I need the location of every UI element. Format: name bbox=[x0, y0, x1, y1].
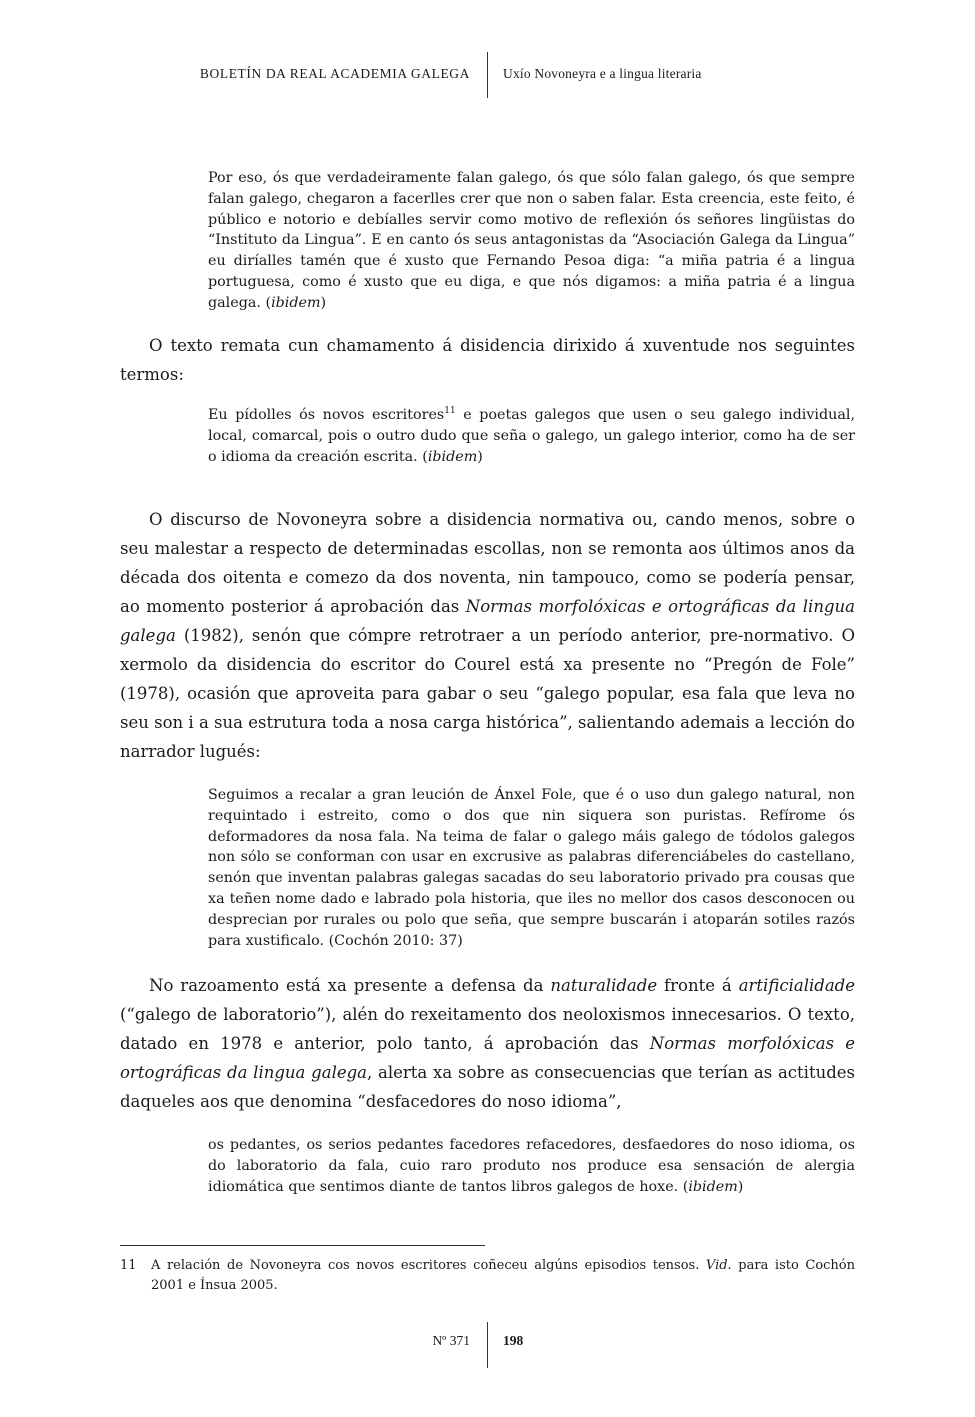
footnote-text-a: A relación de Novoneyra cos novos escritores coñeceu algúns episodios tensos. bbox=[151, 1258, 706, 1273]
header-divider bbox=[487, 52, 488, 98]
paragraph-2-text-a: O discurso de Novoneyra sobre a disidencia normativa ou, cando menos, sobre o seu malestar a respecto de determinadas escollas, non se remonta aos últimos anos da década dos oitenta e comezo da dos noventa, nin tampouco, como se podería pensar, ao momento posterior á aprobación das bbox=[120, 510, 855, 616]
block-quote-1 bbox=[208, 168, 855, 314]
footnote-divider bbox=[120, 1245, 485, 1246]
footnote-ref-11[interactable]: 11 bbox=[444, 406, 456, 417]
issue-number: Nº 371 bbox=[432, 1333, 470, 1348]
block-quote-4 bbox=[208, 1135, 855, 1197]
footnote-vid: Vid. bbox=[705, 1258, 732, 1273]
article-title: Uxío Novoneyra e a lingua literaria bbox=[503, 66, 702, 81]
footnote-text-b: para isto Cochón 2001 e Ínsua 2005. bbox=[151, 1258, 855, 1293]
quote-4-text: os pedantes, os serios pedantes facedores refacedores, desfaedores do noso idioma, os do laboratorio da fala, cuio raro produto nos produce esa sensación de alergia idiomática que sentimos diante de tantos libros galegos de hoxe. ( bbox=[208, 1137, 855, 1195]
paragraph-3-title: Normas morfolóxicas e ortográficas da lingua galega bbox=[120, 1034, 855, 1082]
paragraph-2 bbox=[120, 505, 855, 766]
quote-4-close: ) bbox=[737, 1178, 744, 1195]
footnote-number: 11 bbox=[120, 1258, 137, 1273]
paragraph-3-text-c: (“galego de laboratorio”), alén do rexeitamento dos neoloxismos innecesarios. O texto, datado en 1978 e anterior, polo tanto, á aprobación das bbox=[120, 1005, 855, 1053]
paragraph-3-text-b: fronte á bbox=[657, 976, 739, 995]
paragraph-1 bbox=[120, 331, 855, 389]
quote-4-ref: ibidem bbox=[688, 1178, 738, 1195]
block-quote-2 bbox=[208, 405, 855, 467]
quote-2-ref: ibidem bbox=[427, 448, 478, 465]
quote-3-text: Seguimos a recalar a gran leución de Ánxel Fole, que é o uso dun galego natural, non requintado i estreito, como o dos que nin siquera son puristas. Refírome ós deformadores da nosa fala. Na teima de falar o galego máis galego de tódolos galegos non sólo se conforman con usar en excrusive as palabras diferenciábeles do castellano, senón que inventan palabras galegas sacadas do seu laboratorio privado pra cousas que xa teñen nome dado e labrado pola historia, que iles no mellor dos casos desconocen ou desprecian por rurales ou polo que seña, que sempre buscarán i atoparán sotiles razós para xustificalo. (Cochón 2010: 37) bbox=[208, 787, 855, 949]
paragraph-3-term-1: naturalidade bbox=[550, 976, 658, 995]
paragraph-3 bbox=[120, 971, 855, 1116]
page-number: 198 bbox=[503, 1333, 524, 1348]
journal-title: BOLETÍN DA REAL ACADEMIA GALEGA bbox=[199, 66, 470, 81]
quote-1-ref: ibidem bbox=[271, 294, 321, 311]
block-quote-3 bbox=[208, 785, 855, 951]
footer-divider bbox=[487, 1322, 488, 1368]
paragraph-1-text: O texto remata cun chamamento á disidencia dirixido á xuventude nos seguintes termos: bbox=[120, 336, 855, 384]
quote-2-close: ) bbox=[477, 448, 483, 465]
quote-2-text-b: e poetas galegos que usen o seu galego individual, local, comarcal, pois o outro dudo que seña o galego, un galego interior, como ha de ser o idioma da creación escrita. ( bbox=[208, 407, 855, 465]
paragraph-3-term-2: artificialidade bbox=[738, 976, 855, 995]
paragraph-2-text-b: (1982), senón que cómpre retrotraer a un período anterior, pre-normativo. O xermolo da disidencia do escritor do Courel está xa presente no “Pregón de Fole” (1978), ocasión que aproveita para gabar o seu “galego popular, esa fala que leva no seu son i a sua estrutura toda a nosa carga histórica”, salientando ademais a lección do narrador lugués: bbox=[120, 626, 855, 761]
footnote-11 bbox=[120, 1256, 855, 1296]
paragraph-3-text-d: , alerta xa sobre as consecuencias que terían as actitudes daqueles aos que denomina “desfacedores do noso idioma”, bbox=[120, 1063, 856, 1111]
paragraph-2-title: Normas morfolóxicas e ortográficas da lingua galega bbox=[120, 597, 855, 645]
quote-2-text-a: Eu pídolles ós novos escritores bbox=[208, 407, 445, 423]
quote-1-text: Por eso, ós que verdadeiramente falan galego, ós que sólo falan galego, ós que sempre falan galego, chegaron a facerlles crer que non o saben falar. Esta creencia, este feito, é público e notorio e debíalles servir como motivo de reflexión ós señores lingüistas do “Instituto da Lingua”. E en canto ós seus antagonistas da “Asociación Galega da Lingua” eu diríalles tamén que é xusto que Fernando Pesoa diga: “a miña patria é a lingua portuguesa, como é xusto que eu diga, e que nós digamos: a miña patria é a lingua galega. ( bbox=[208, 170, 855, 311]
quote-1-close: ) bbox=[320, 294, 327, 311]
paragraph-3-text-a: No razoamento está xa presente a defensa da bbox=[149, 976, 551, 995]
